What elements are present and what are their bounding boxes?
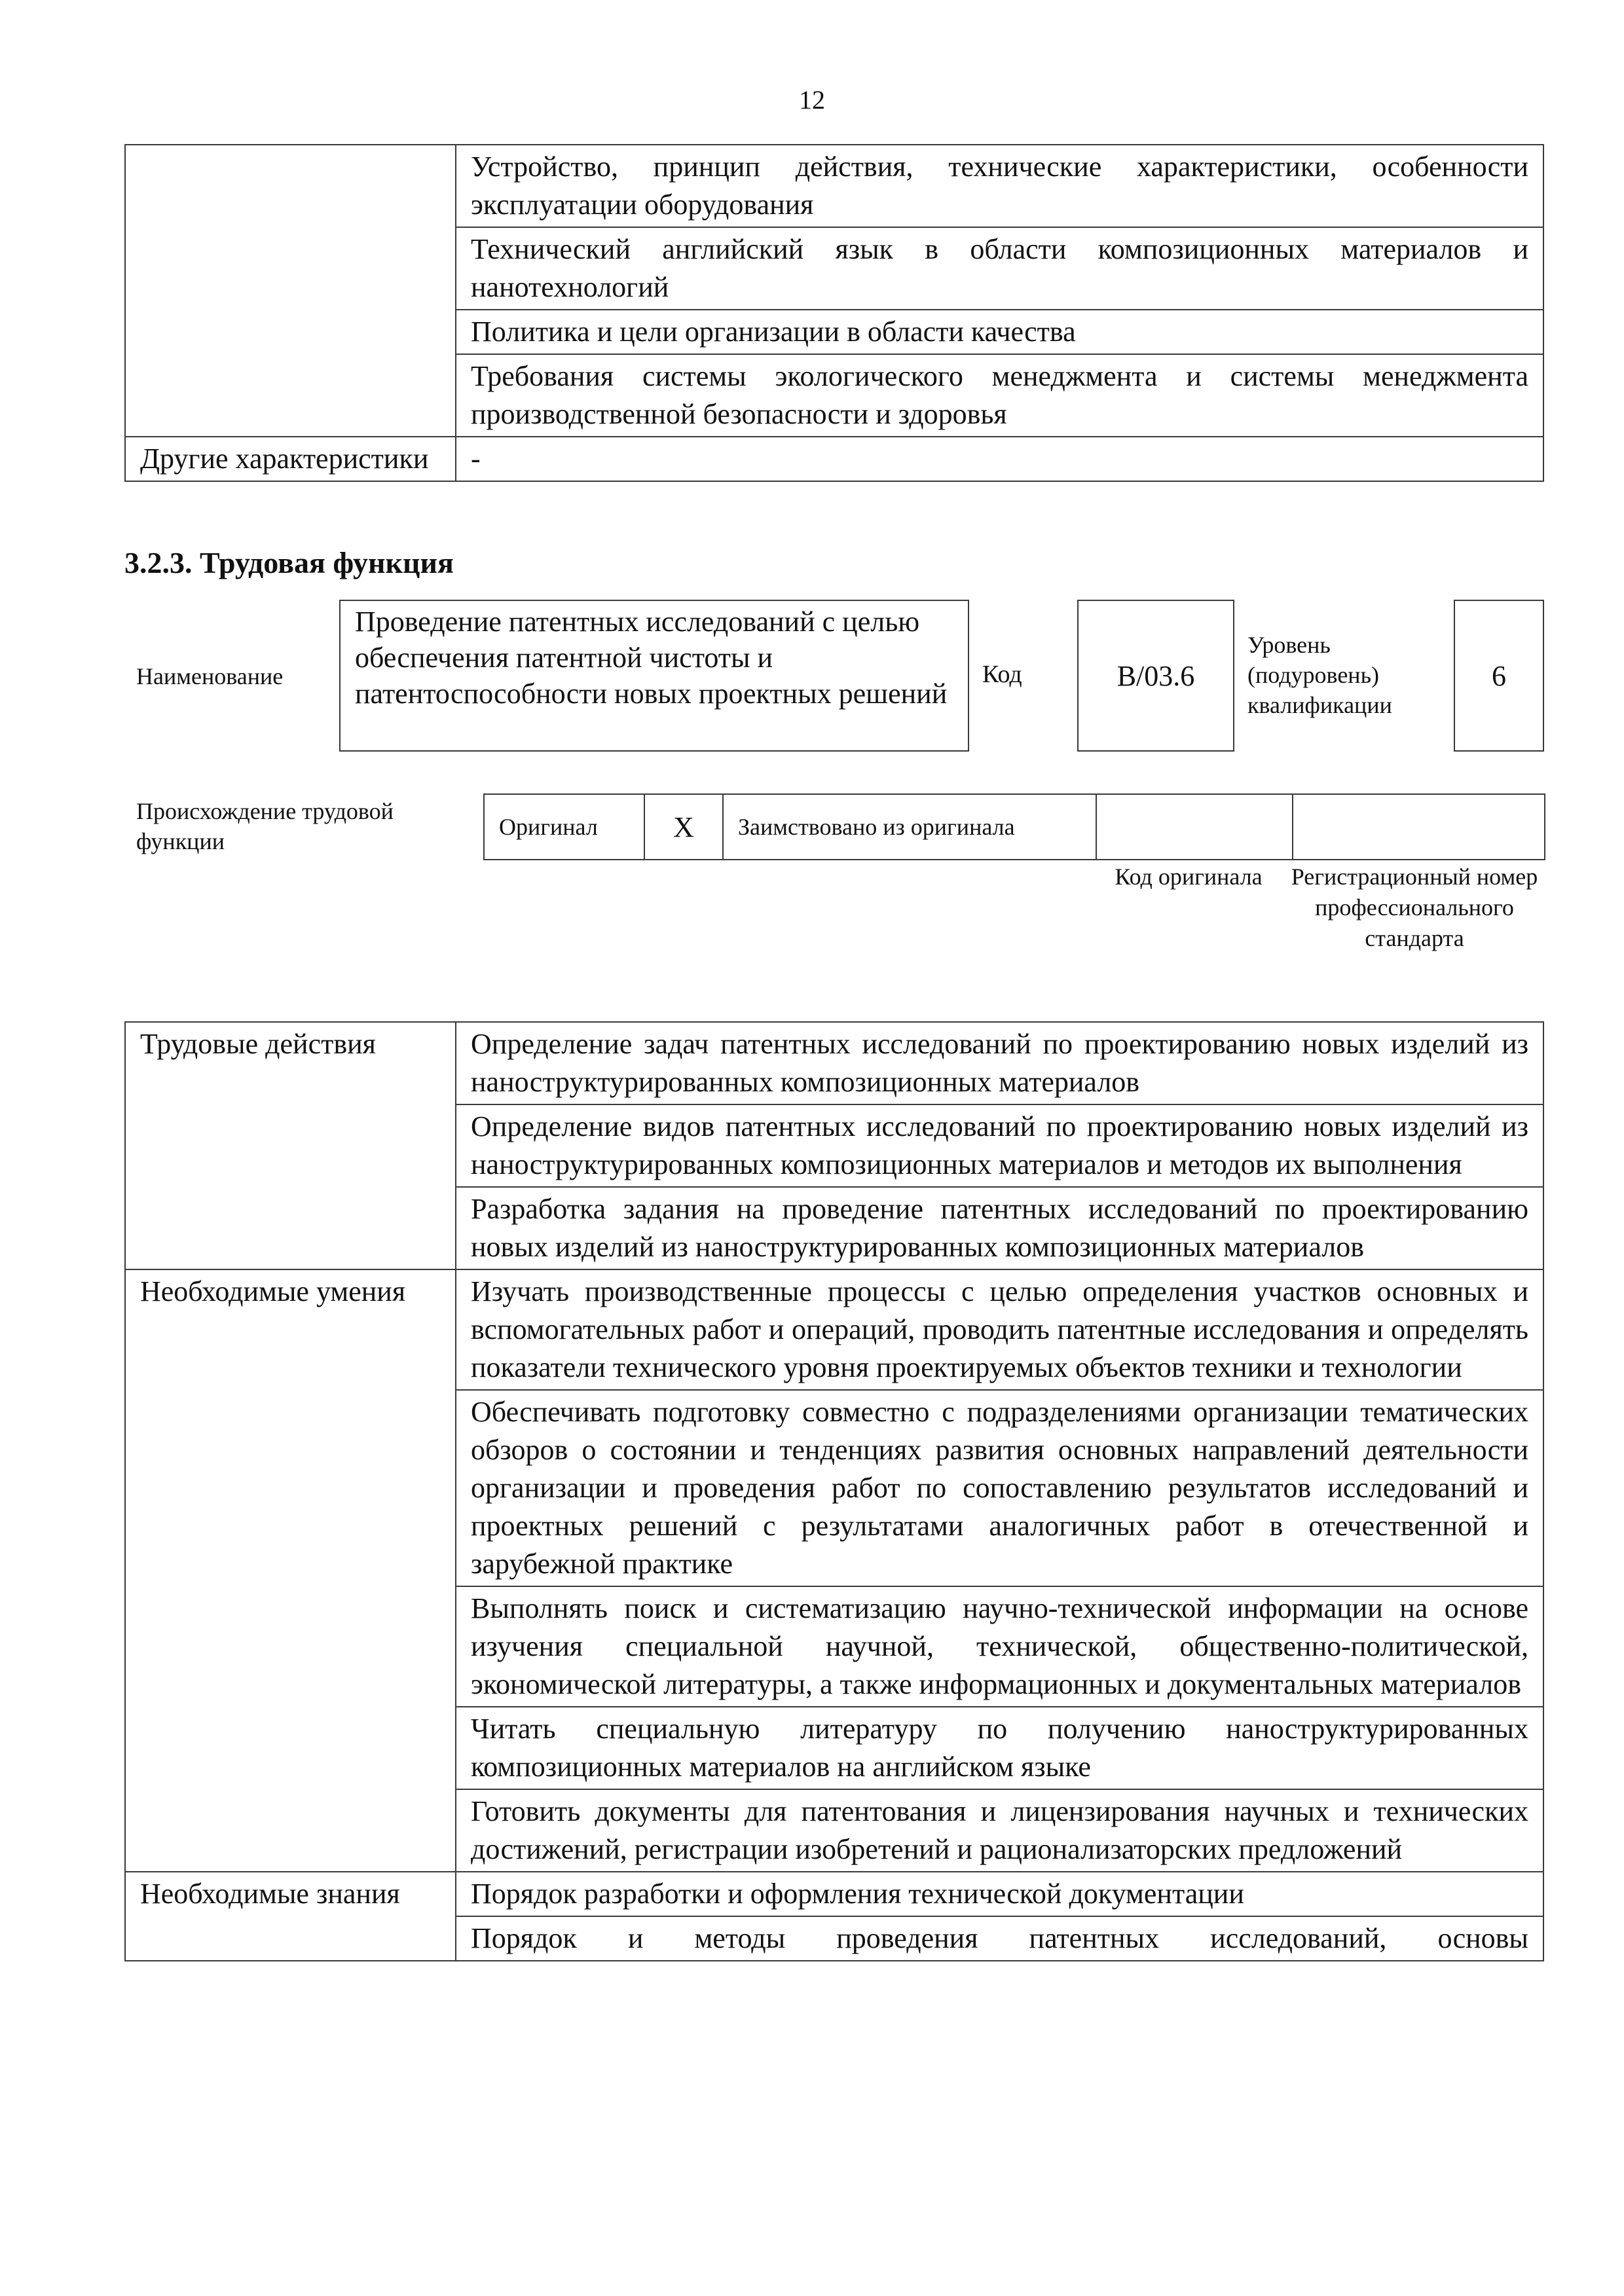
- knowledge-item: Порядок и методы проведения патентных исследований, основы: [456, 1916, 1543, 1961]
- registration-number-caption: Регистрационный номер профессионального стандарта: [1291, 864, 1538, 951]
- level-value: 6: [1492, 659, 1506, 692]
- level-box: [1454, 600, 1544, 752]
- origin-label: Происхождение трудовой функции: [136, 798, 394, 854]
- skill-item: Обеспечивать подготовку совместно с подразделениями организации тематических обзоров о состоянии и тенденциях развития основных направлений деятельности организации и проведения работ по сопоставлению результатов исследований и проектных решений с результатами аналогичных работ в отечественной и зарубежной практике: [456, 1390, 1543, 1586]
- borrowed-label: Заимствовано из оригинала: [723, 794, 1096, 860]
- page-number: 12: [799, 85, 825, 115]
- knowledge-item: Политика и цели организации в области качества: [456, 310, 1543, 354]
- top-table: [124, 144, 1544, 482]
- labor-action: Определение задач патентных исследований по проектированию новых изделий из наноструктурированных композиционных материалов: [456, 1022, 1543, 1104]
- original-code-cell: [1096, 794, 1293, 860]
- origin-table: [483, 793, 1545, 860]
- qualification-level-label: Уровень (подуровень) квалификации: [1247, 632, 1392, 718]
- skill-item: Готовить документы для патентования и лицензирования научных и технических достижений, регистрации изобретений и рационализаторских предложений: [456, 1789, 1543, 1872]
- knowledge-item: Технический английский язык в области композиционных материалов и нанотехнологий: [456, 227, 1543, 310]
- registration-number-cell: [1293, 794, 1545, 860]
- other-characteristics-label: Другие характеристики: [125, 437, 456, 481]
- labor-actions-label: Трудовые действия: [125, 1022, 456, 1269]
- other-characteristics-value: -: [456, 437, 1543, 481]
- empty-label-cell: [125, 145, 456, 437]
- labor-action: Определение видов патентных исследований по проектированию новых изделий из наноструктурированных композиционных материалов и методов их выполнения: [456, 1104, 1543, 1187]
- knowledge-item: Порядок разработки и оформления технической документации: [456, 1872, 1543, 1916]
- code-value: B/03.6: [1116, 659, 1195, 692]
- knowledge-item: Устройство, принцип действия, технические характеристики, особенности эксплуатации оборудования: [456, 145, 1543, 227]
- skill-item: Выполнять поиск и систематизацию научно-технической информации на основе изучения специальной научной, технической, общественно-политической, экономической литературы, а также информационных и документальных материалов: [456, 1586, 1543, 1707]
- code-label: Код: [982, 661, 1022, 688]
- knowledge-label: Необходимые знания: [125, 1872, 456, 1961]
- function-name: Проведение патентных исследований с целью обеспечения патентной чистоты и патентоспособности новых проектных решений: [355, 606, 948, 710]
- skill-item: Читать специальную литературу по получению наноструктурированных композиционных материалов на английском языке: [456, 1707, 1543, 1789]
- main-table: [124, 1021, 1544, 1961]
- name-label: Наименование: [136, 663, 284, 689]
- skill-item: Изучать производственные процессы с целью определения участков основных и вспомогательных работ и операций, проводить патентные исследования и определять показатели технического уровня проектируемых объектов техники и технологии: [456, 1269, 1543, 1390]
- skills-label: Необходимые умения: [125, 1269, 456, 1872]
- original-label: Оригинал: [484, 794, 644, 860]
- knowledge-item: Требования системы экологического менеджмента и системы менеджмента производственной безопасности и здоровья: [456, 354, 1543, 437]
- labor-action: Разработка задания на проведение патентных исследований по проектированию новых изделий из наноструктурированных композиционных материалов: [456, 1187, 1543, 1269]
- code-box: [1077, 600, 1234, 752]
- section-heading: 3.2.3. Трудовая функция: [124, 546, 454, 579]
- original-mark: X: [644, 794, 723, 860]
- original-code-caption: Код оригинала: [1115, 864, 1263, 890]
- function-name-box: [339, 600, 969, 752]
